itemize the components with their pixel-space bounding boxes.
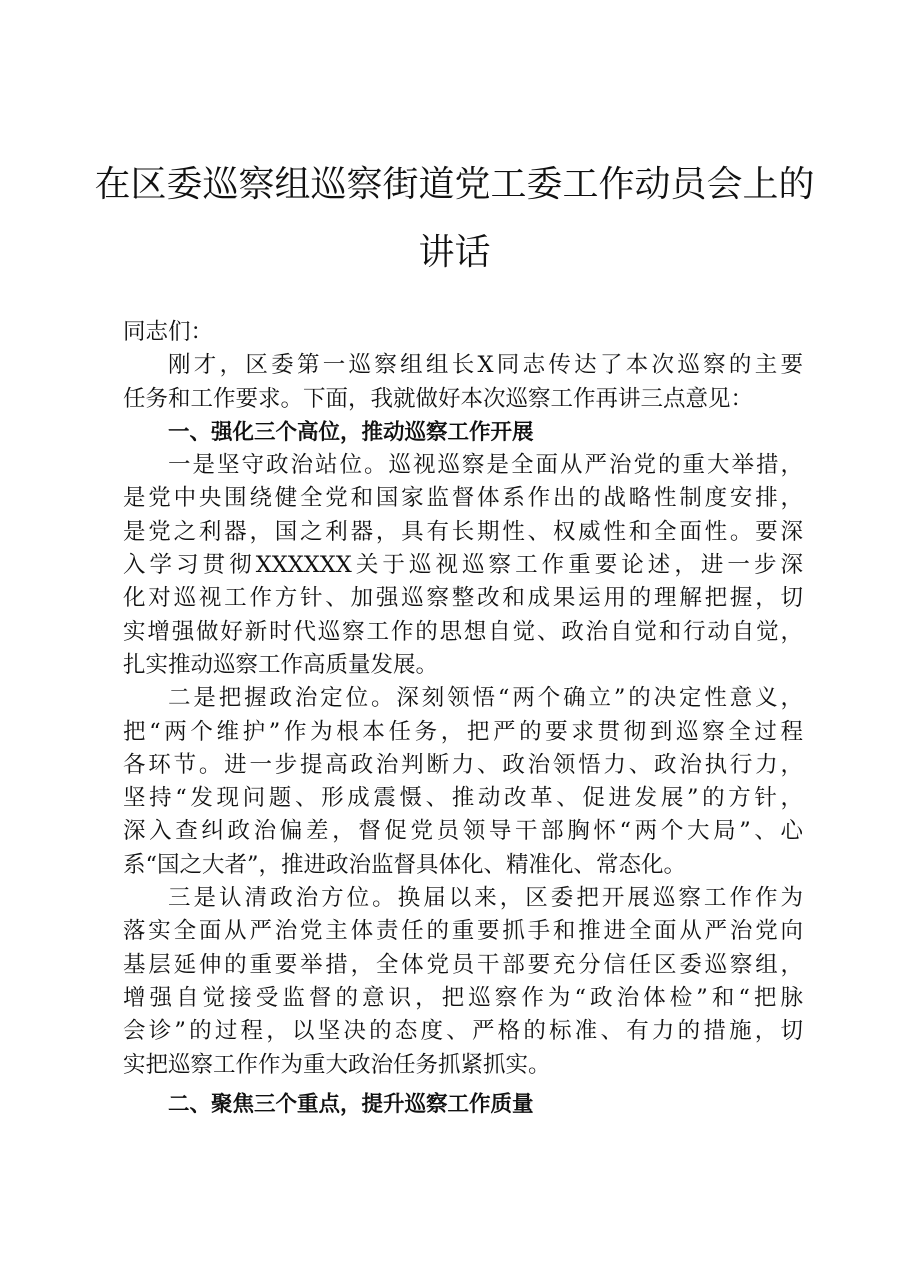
- paragraph-line: 扎实推动巡察工作高质量发展。: [123, 651, 439, 678]
- paragraph-line: 系“国之大者”，推进政治监督具体化、精准化、常态化。: [123, 851, 687, 878]
- document-title-line-2: 讲话: [418, 232, 491, 273]
- section-heading-2: 二、聚焦三个重点，提升巡察工作质量: [168, 1091, 534, 1117]
- paragraph-line: 把“两个维护”作为根本任务，把严的要求贯彻到巡察全过程: [123, 718, 803, 745]
- paragraph-line: 是党之利器，国之利器，具有长期性、权威性和全面性。要深: [123, 518, 803, 545]
- salutation: 同志们：: [123, 319, 214, 345]
- document-title-line-1: 在区委巡察组巡察街道党工委工作动员会上的: [94, 164, 815, 205]
- paragraph-line: 基层延伸的重要举措，全体党员干部要充分信任区委巡察组，: [123, 951, 803, 978]
- paragraph-line: 深入查纠政治偏差，督促党员领导干部胸怀“两个大局”、心: [123, 818, 803, 845]
- paragraph-line: 会诊”的过程，以坚决的态度、严格的标准、有力的措施，切: [123, 1018, 803, 1045]
- paragraph-line: 刚才，区委第一巡察组组长X同志传达了本次巡察的主要: [168, 352, 803, 379]
- paragraph-line: 坚持“发现问题、形成震慑、推动改革、促进发展”的方针，: [123, 785, 803, 812]
- paragraph-line: 落实全面从严治党主体责任的重要抓手和推进全面从严治党向: [123, 918, 803, 945]
- paragraph-line: 实增强做好新时代巡察工作的思想自觉、政治自觉和行动自觉，: [123, 618, 803, 645]
- paragraph-line: 一是坚守政治站位。巡视巡察是全面从严治党的重大举措，: [168, 452, 803, 479]
- paragraph-line: 增强自觉接受监督的意识，把巡察作为“政治体检”和“把脉: [123, 984, 803, 1011]
- paragraph-line: 三是认清政治方位。换届以来，区委把开展巡察工作作为: [168, 885, 803, 912]
- document-body: [123, 316, 803, 1121]
- paragraph-line: 二是把握政治定位。深刻领悟“两个确立”的决定性意义，: [168, 685, 803, 712]
- paragraph-line: 实把巡察工作作为重大政治任务抓紧抓实。: [123, 1051, 551, 1078]
- paragraph-line: 入学习贯彻XXXXXX关于巡视巡察工作重要论述，进一步深: [123, 552, 803, 579]
- paragraph-line: 各环节。进一步提高政治判断力、政治领悟力、政治执行力，: [123, 751, 803, 778]
- paragraph-line: 任务和工作要求。下面，我就做好本次巡察工作再讲三点意见：: [123, 385, 754, 412]
- paragraph-line: 是党中央围绕健全党和国家监督体系作出的战略性制度安排，: [123, 485, 803, 512]
- paragraph-line: 化对巡视工作方针、加强巡察整改和成果运用的理解把握，切: [123, 585, 803, 612]
- section-heading-1: 一、强化三个高位，推动巡察工作开展: [168, 419, 534, 445]
